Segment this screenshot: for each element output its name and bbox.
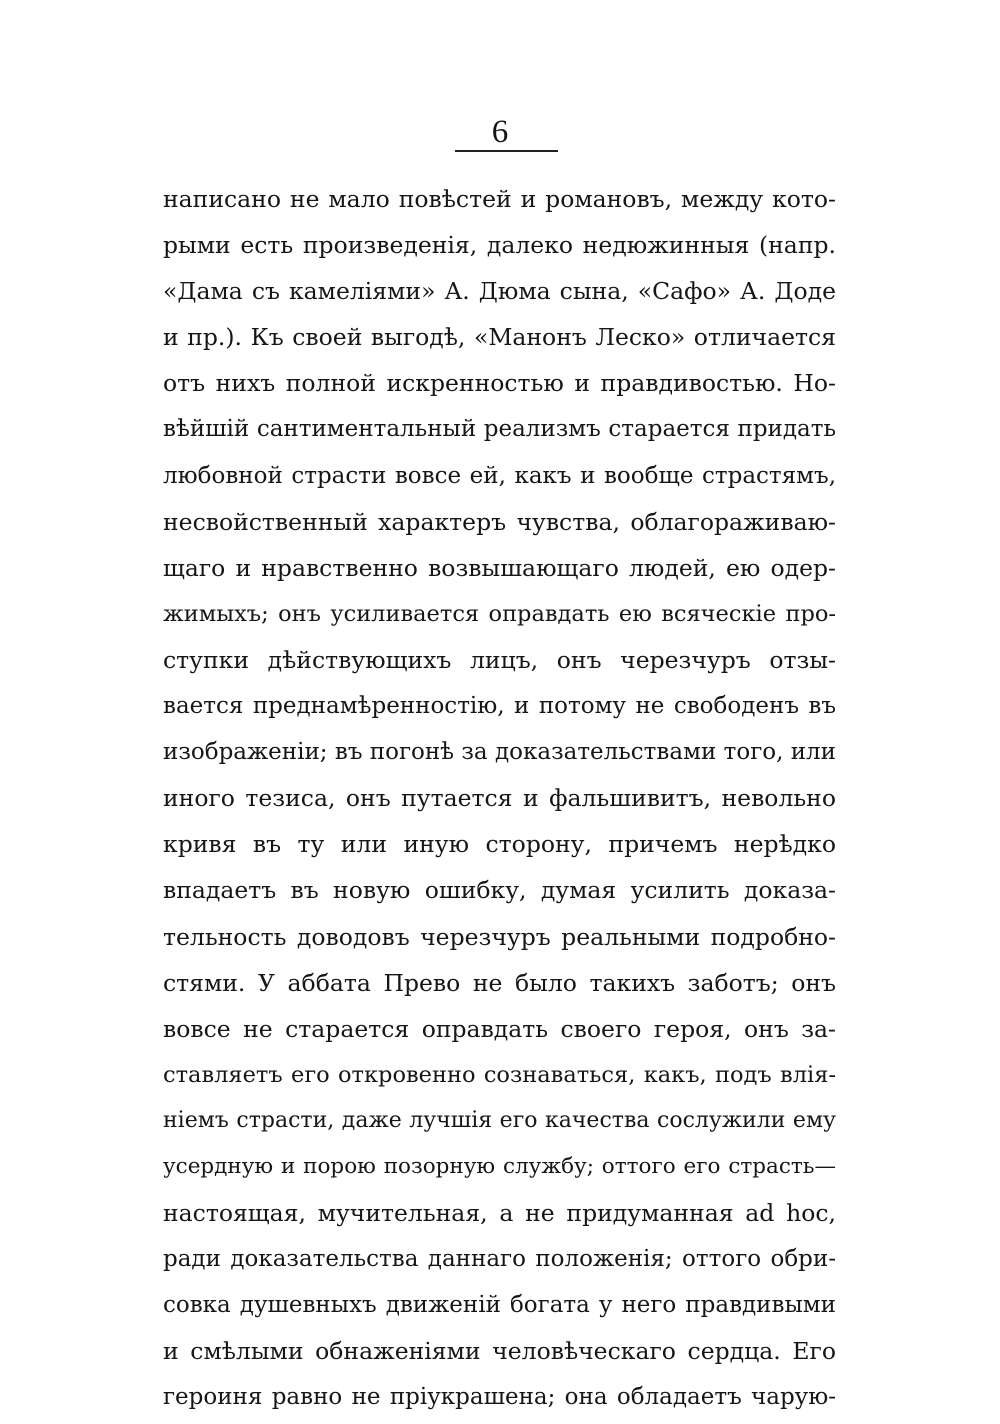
text-line: жимыхъ; онъ усиливается оправдать ею всяческіе про- (163, 600, 836, 627)
text-line: тельность доводовъ черезчуръ реальными подробно- (163, 922, 836, 951)
page-number-rule (455, 150, 558, 152)
text-line: изображеніи; въ погонѣ за доказательствами того, или (163, 739, 836, 766)
text-line: вѣйшій сантиментальный реализмъ старается придать (163, 416, 836, 443)
text-line: рыми есть произведенія, далеко недюжинныя (напр. (163, 231, 836, 260)
text-line: настоящая, мучительная, а не придуманная ad hoc, (163, 1199, 836, 1228)
text-line: совка душевныхъ движеній богата у него правдивыми (163, 1292, 836, 1319)
text-line: усердную и порою позорную службу; оттого его страсть— (163, 1153, 836, 1179)
text-line: вается преднамѣренностію, и потому не свободенъ въ (163, 693, 836, 720)
text-line: впадаетъ въ новую ошибку, думая усилить доказа- (163, 876, 836, 905)
text-line: ради доказательства даннаго положенія; оттого обри- (163, 1246, 836, 1273)
text-line: героиня равно не пріукрашена; она обладаетъ чарую- (163, 1384, 836, 1411)
text-line: написано не мало повѣстей и романовъ, между кото- (163, 185, 836, 213)
text-line: стями. У аббата Прево не было такихъ заботъ; онъ (163, 968, 836, 997)
text-line: несвойственный характеръ чувства, облагораживаю- (163, 507, 836, 536)
text-line: отъ нихъ полной искренностью и правдивостью. Но- (163, 369, 836, 398)
text-line: ніемъ страсти, даже лучшія его качества сослужили ему (163, 1107, 836, 1133)
text-line: кривя въ ту или иную сторону, причемъ нерѣдко (163, 830, 836, 859)
text-line: и пр.). Къ своей выгодѣ, «Манонъ Леско» отличается (163, 323, 836, 352)
text-line: иного тезиса, онъ путается и фальшивитъ, невольно (163, 784, 836, 813)
text-line: вовсе не старается оправдать своего героя, онъ за- (163, 1014, 836, 1043)
text-line: и смѣлыми обнаженіями человѣческаго сердца. Его (163, 1337, 836, 1366)
text-line: ступки дѣйствующихъ лицъ, онъ черезчуръ отзы- (163, 645, 836, 674)
text-line: «Дама съ камеліями» А. Дюма сына, «Сафо» А. Доде (163, 277, 836, 306)
text-line: щаго и нравственно возвышающаго людей, ею одер- (163, 553, 836, 582)
page-number: 6 (491, 114, 509, 150)
body-text (163, 176, 836, 1421)
text-line: ставляетъ его откровенно сознаваться, какъ, подъ влія- (163, 1061, 836, 1088)
text-line: любовной страсти вовсе ей, какъ и вообще страстямъ, (163, 462, 836, 489)
